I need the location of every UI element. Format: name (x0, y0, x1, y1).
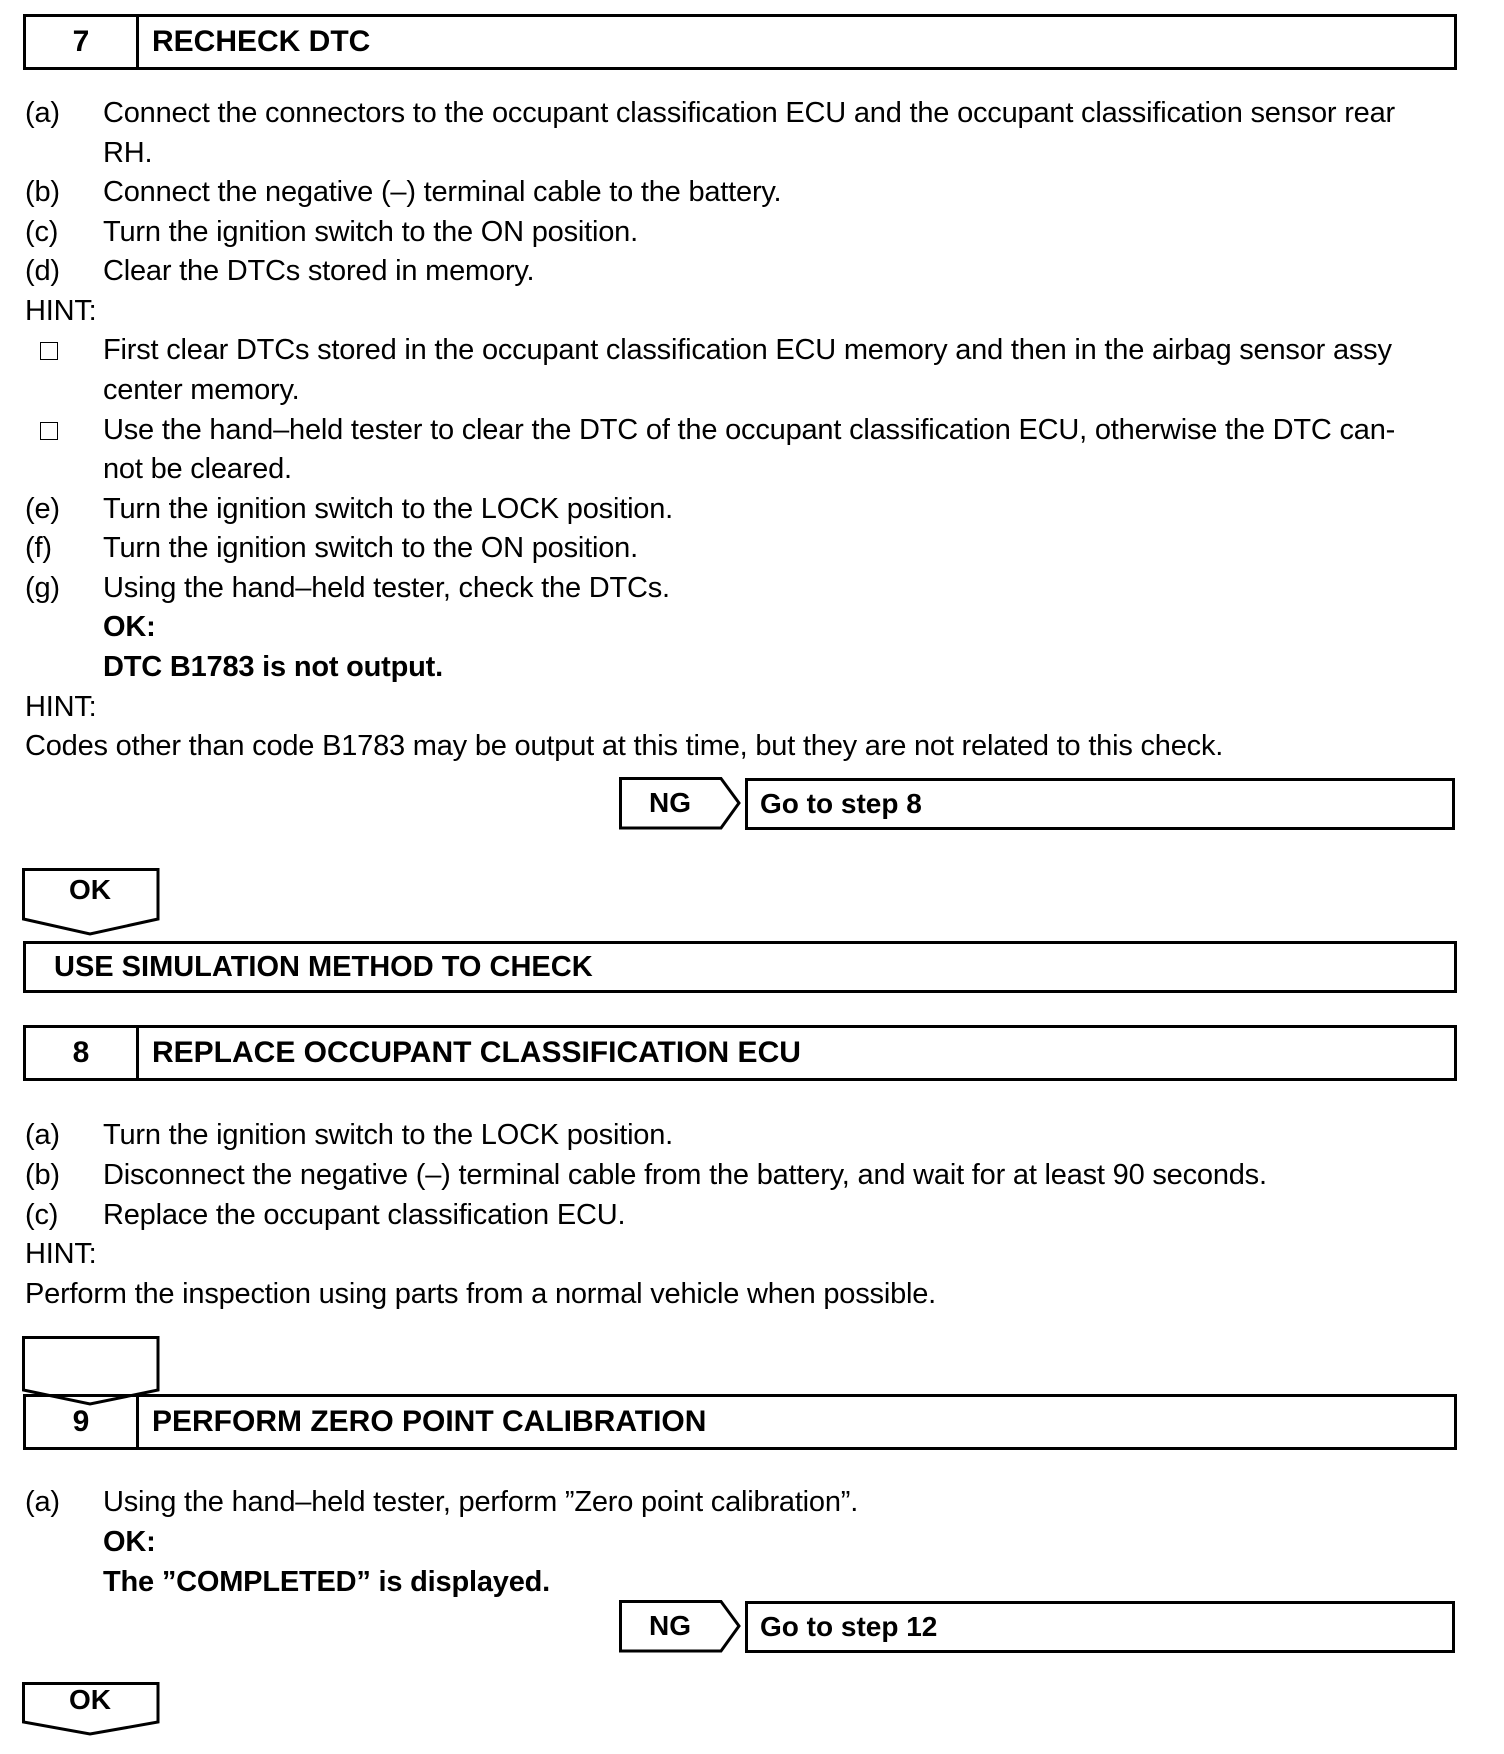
item-label: (e) (25, 493, 60, 525)
step-number: 9 (26, 1397, 139, 1447)
hint-text-content: Perform the inspection using parts from a normal vehicle when possible. (25, 1278, 937, 1310)
item-label: (b) (25, 1159, 60, 1191)
item-label: (f) (25, 532, 52, 564)
step-title: PERFORM ZERO POINT CALIBRATION (152, 1405, 707, 1438)
item-text: Using the hand–held tester, perform ”Zero point calibration”. (103, 1486, 859, 1518)
goto-text: Go to step 12 (760, 1611, 938, 1642)
item-label: (d) (25, 255, 60, 287)
item-text: Turn the ignition switch to the ON position. (103, 216, 638, 248)
step-9-header (23, 1394, 1457, 1450)
checkbox-bullet-icon (40, 342, 58, 360)
item-text: RH. (103, 137, 153, 169)
step-title: RECHECK DTC (152, 25, 371, 58)
ok-arrow-label: OK (69, 874, 111, 905)
simulation-label: USE SIMULATION METHOD TO CHECK (54, 951, 593, 983)
bullet-text: center memory. (103, 374, 300, 406)
hint-label-text: HINT: (25, 691, 97, 723)
simulation-method-box (23, 941, 1457, 993)
hint-text-content: Codes other than code B1783 may be output at this time, but they are not related to this check. (25, 730, 1224, 762)
checkbox-bullet-icon (40, 422, 58, 440)
step-title: REPLACE OCCUPANT CLASSIFICATION ECU (152, 1036, 801, 1069)
goto-step-8-link[interactable] (745, 778, 1455, 830)
step-number: 8 (26, 1028, 139, 1078)
item-text: Clear the DTCs stored in memory. (103, 255, 535, 287)
ok-arrow-button[interactable] (22, 1682, 162, 1738)
item-text: Turn the ignition switch to the LOCK position. (103, 493, 674, 525)
ok-condition-text: DTC B1783 is not output. (103, 651, 443, 683)
item-label: (g) (25, 572, 60, 604)
ok-condition-text: The ”COMPLETED” is displayed. (103, 1566, 550, 1598)
item-label: (b) (25, 176, 60, 208)
item-label: (a) (25, 97, 60, 129)
item-text: Disconnect the negative (–) terminal cable from the battery, and wait for at least 90 seconds. (103, 1159, 1267, 1191)
bullet-text: First clear DTCs stored in the occupant classification ECU memory and then in the airbag sensor assy (103, 334, 1392, 366)
hint-label-text: HINT: (25, 1238, 97, 1270)
ok-label-text: OK: (103, 1526, 156, 1558)
ng-arrow-button[interactable] (619, 777, 741, 829)
ok-arrow-button[interactable] (22, 868, 162, 938)
item-text: Connect the negative (–) terminal cable to the battery. (103, 176, 782, 208)
ng-arrow-button[interactable] (619, 1600, 741, 1652)
goto-text: Go to step 8 (760, 788, 922, 819)
ng-label: NG (649, 1610, 691, 1641)
hint-label-text: HINT: (25, 295, 97, 327)
item-text: Turn the ignition switch to the LOCK position. (103, 1119, 674, 1151)
item-label: (c) (25, 1199, 59, 1231)
ok-arrow-label: OK (69, 1684, 111, 1715)
item-label: (c) (25, 216, 59, 248)
bullet-text: Use the hand–held tester to clear the DTC of the occupant classification ECU, otherwise the DTC can- (103, 414, 1396, 446)
item-label: (a) (25, 1119, 60, 1151)
step-7-header (23, 14, 1457, 70)
item-text: Replace the occupant classification ECU. (103, 1199, 626, 1231)
step-8-header (23, 1025, 1457, 1081)
item-text: Using the hand–held tester, check the DTCs. (103, 572, 670, 604)
ok-label-text: OK: (103, 611, 156, 643)
bullet-text: not be cleared. (103, 453, 292, 485)
item-text: Connect the connectors to the occupant classification ECU and the occupant classification sensor rear (103, 97, 1395, 129)
step-number: 7 (26, 17, 139, 67)
item-text: Turn the ignition switch to the ON position. (103, 532, 638, 564)
ng-label: NG (649, 787, 691, 818)
goto-step-12-link[interactable] (745, 1601, 1455, 1653)
item-label: (a) (25, 1486, 60, 1518)
